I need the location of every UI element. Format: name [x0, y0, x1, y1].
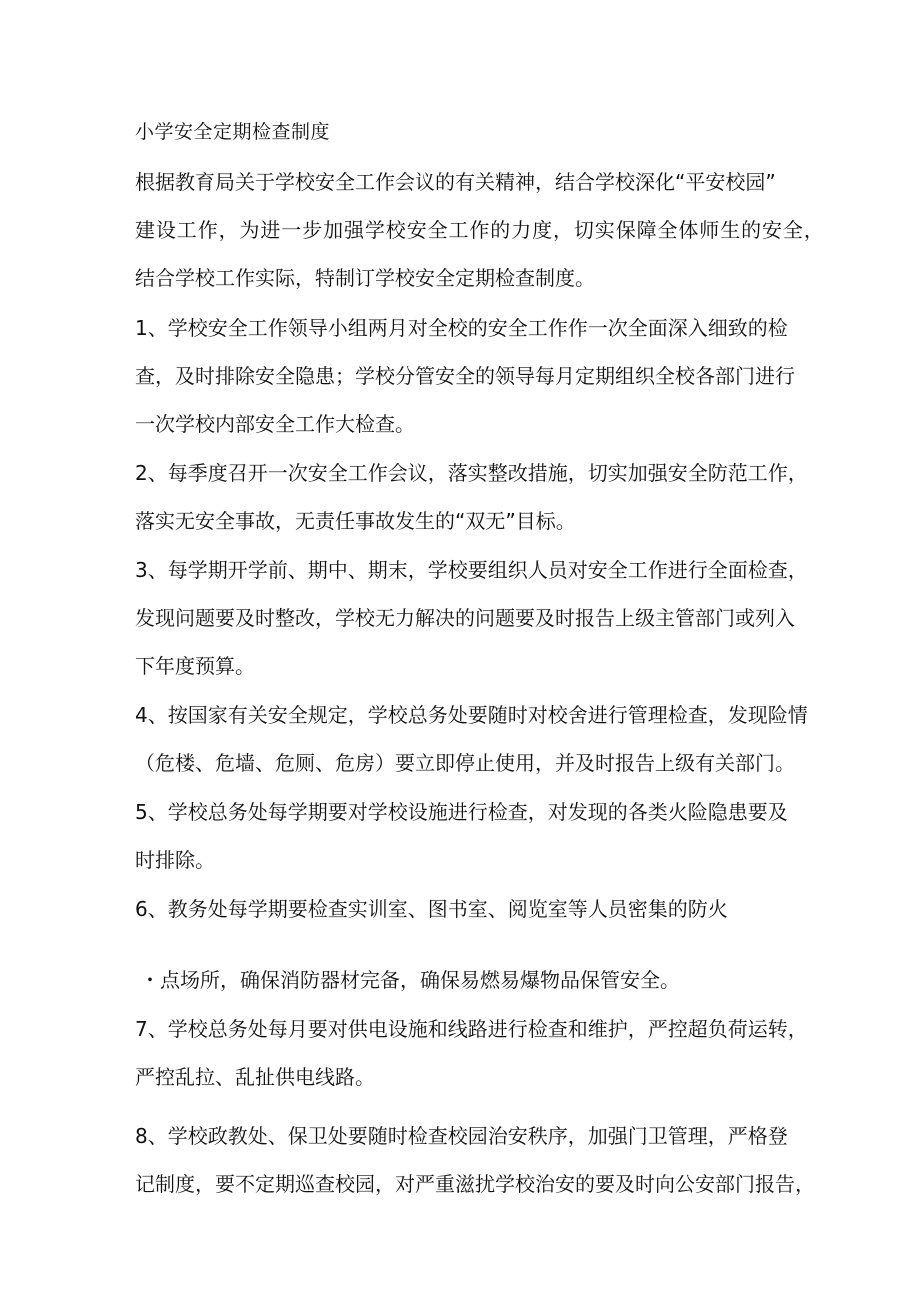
paragraph-line: 1、学校安全工作领导小组两月对全校的安全工作作一次全面深入细致的检	[135, 316, 788, 340]
paragraph-line: 查，及时排除安全隐患；学校分管安全的领导每月定期组织全校各部门进行	[135, 364, 795, 388]
paragraph-line: 结合学校工作实际，特制订学校安全定期检查制度。	[135, 266, 595, 290]
paragraph-line: 落实无安全事故，无责任事故发生的“双无”目标。	[135, 509, 576, 533]
paragraph-line: 4、按国家有关安全规定，学校总务处要随时对校舍进行管理检查，发现险情	[135, 703, 808, 727]
paragraph-line: 发现问题要及时整改，学校无力解决的问题要及时报告上级主管部门或列入	[135, 606, 795, 630]
paragraph-line: 2、每季度召开一次安全工作会议，落实整改措施，切实加强安全防范工作，	[135, 461, 808, 485]
paragraph-line: ・点场所，确保消防器材完备，确保易燃易爆物品保管安全。	[140, 968, 680, 992]
paragraph-line: 6、教务处每学期要检查实训室、图书室、阅览室等人员密集的防火	[135, 897, 728, 921]
document-title: 小学安全定期检查制度	[135, 121, 331, 143]
paragraph-line: 7、学校总务处每月要对供电设施和线路进行检查和维护，严控超负荷运转，	[135, 1017, 808, 1041]
paragraph-line: 一次学校内部安全工作大检查。	[135, 412, 415, 436]
paragraph-line: （危楼、危墙、危厕、危房）要立即停止使用，并及时报告上级有关部门。	[135, 751, 795, 775]
paragraph-line: 严控乱拉、乱扯供电线路。	[135, 1065, 375, 1089]
paragraph-line: 时排除。	[135, 848, 215, 872]
paragraph-line: 记制度，要不定期巡查校园，对严重滋扰学校治安的要及时向公安部门报告，	[135, 1172, 815, 1196]
paragraph-line: 下年度预算。	[135, 654, 255, 678]
paragraph-line: 8、学校政教处、保卫处要随时检查校园治安秩序，加强门卫管理，严格登	[135, 1124, 788, 1148]
paragraph-line: 5、学校总务处每学期要对学校设施进行检查，对发现的各类火险隐患要及	[135, 800, 788, 824]
paragraph-line: 根据教育局关于学校安全工作会议的有关精神，结合学校深化“平安校园”	[135, 170, 776, 194]
paragraph-line: 3、每学期开学前、期中、期末，学校要组织人员对安全工作进行全面检查，	[135, 558, 808, 582]
paragraph-line: 建设工作，为进一步加强学校安全工作的力度，切实保障全体师生的安全，	[135, 218, 825, 242]
